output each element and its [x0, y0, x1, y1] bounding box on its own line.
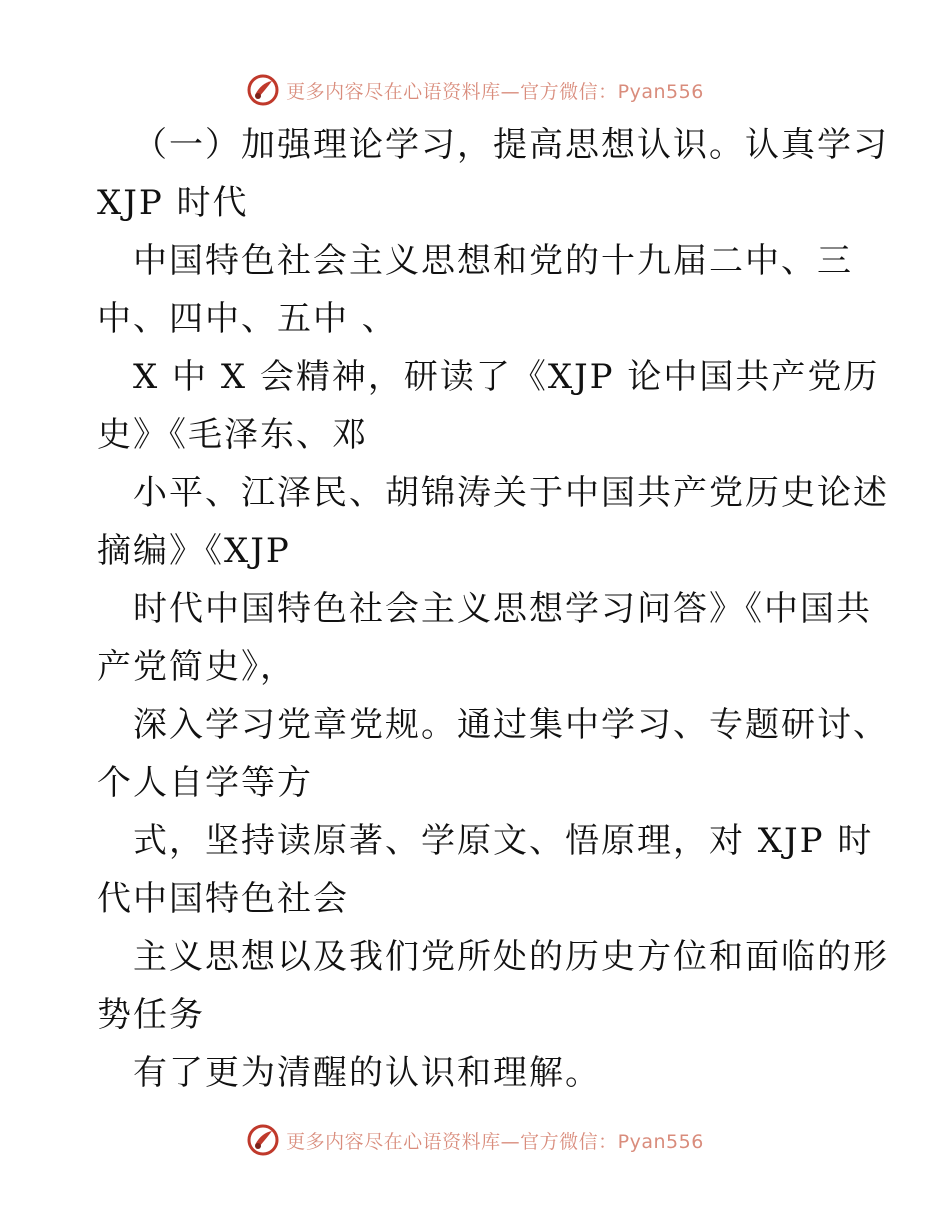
watermark-footer	[0, 1120, 950, 1160]
paragraph-line: 中、四中、五中 、	[97, 299, 398, 339]
paragraph-line: 个人自学等方	[97, 763, 313, 803]
paragraph-line: X 中 X 会精神，研读了《XJP 论中国共产党历	[133, 357, 880, 397]
paragraph-line: 小平、江泽民、胡锦涛关于中国共产党历史论述	[133, 473, 889, 513]
paragraph-line: 势任务	[97, 995, 205, 1035]
paragraph-line: （一）加强理论学习，提高思想认识。认真学习	[133, 125, 889, 165]
paragraph-line: 中国特色社会主义思想和党的十九届二中、三	[133, 241, 853, 281]
watermark-text: 更多内容尽在心语资料库—官方微信：Pyan556	[286, 1130, 704, 1153]
paragraph-line: 式，坚持读原著、学原文、悟原理，对 XJP 时	[133, 821, 874, 861]
paragraph-line: 有了更为清醒的认识和理解。	[133, 1053, 601, 1093]
paragraph-line: 代中国特色社会	[97, 879, 349, 919]
paragraph-line: 深入学习党章党规。通过集中学习、专题研讨、	[133, 705, 889, 745]
paragraph-line: XJP 时代	[97, 183, 249, 223]
paragraph-line: 史》《毛泽东、邓	[97, 415, 368, 455]
paragraph-line: 产党简史》，	[97, 647, 296, 687]
paragraph-line: 摘编》《XJP	[97, 531, 291, 571]
paragraph-line: 时代中国特色社会主义思想学习问答》《中国共	[133, 589, 872, 629]
ink-brush-logo-icon	[246, 1123, 280, 1157]
paragraph-line: 主义思想以及我们党所处的历史方位和面临的形	[133, 937, 889, 977]
watermark-text: 更多内容尽在心语资料库—官方微信：Pyan556	[286, 80, 704, 103]
